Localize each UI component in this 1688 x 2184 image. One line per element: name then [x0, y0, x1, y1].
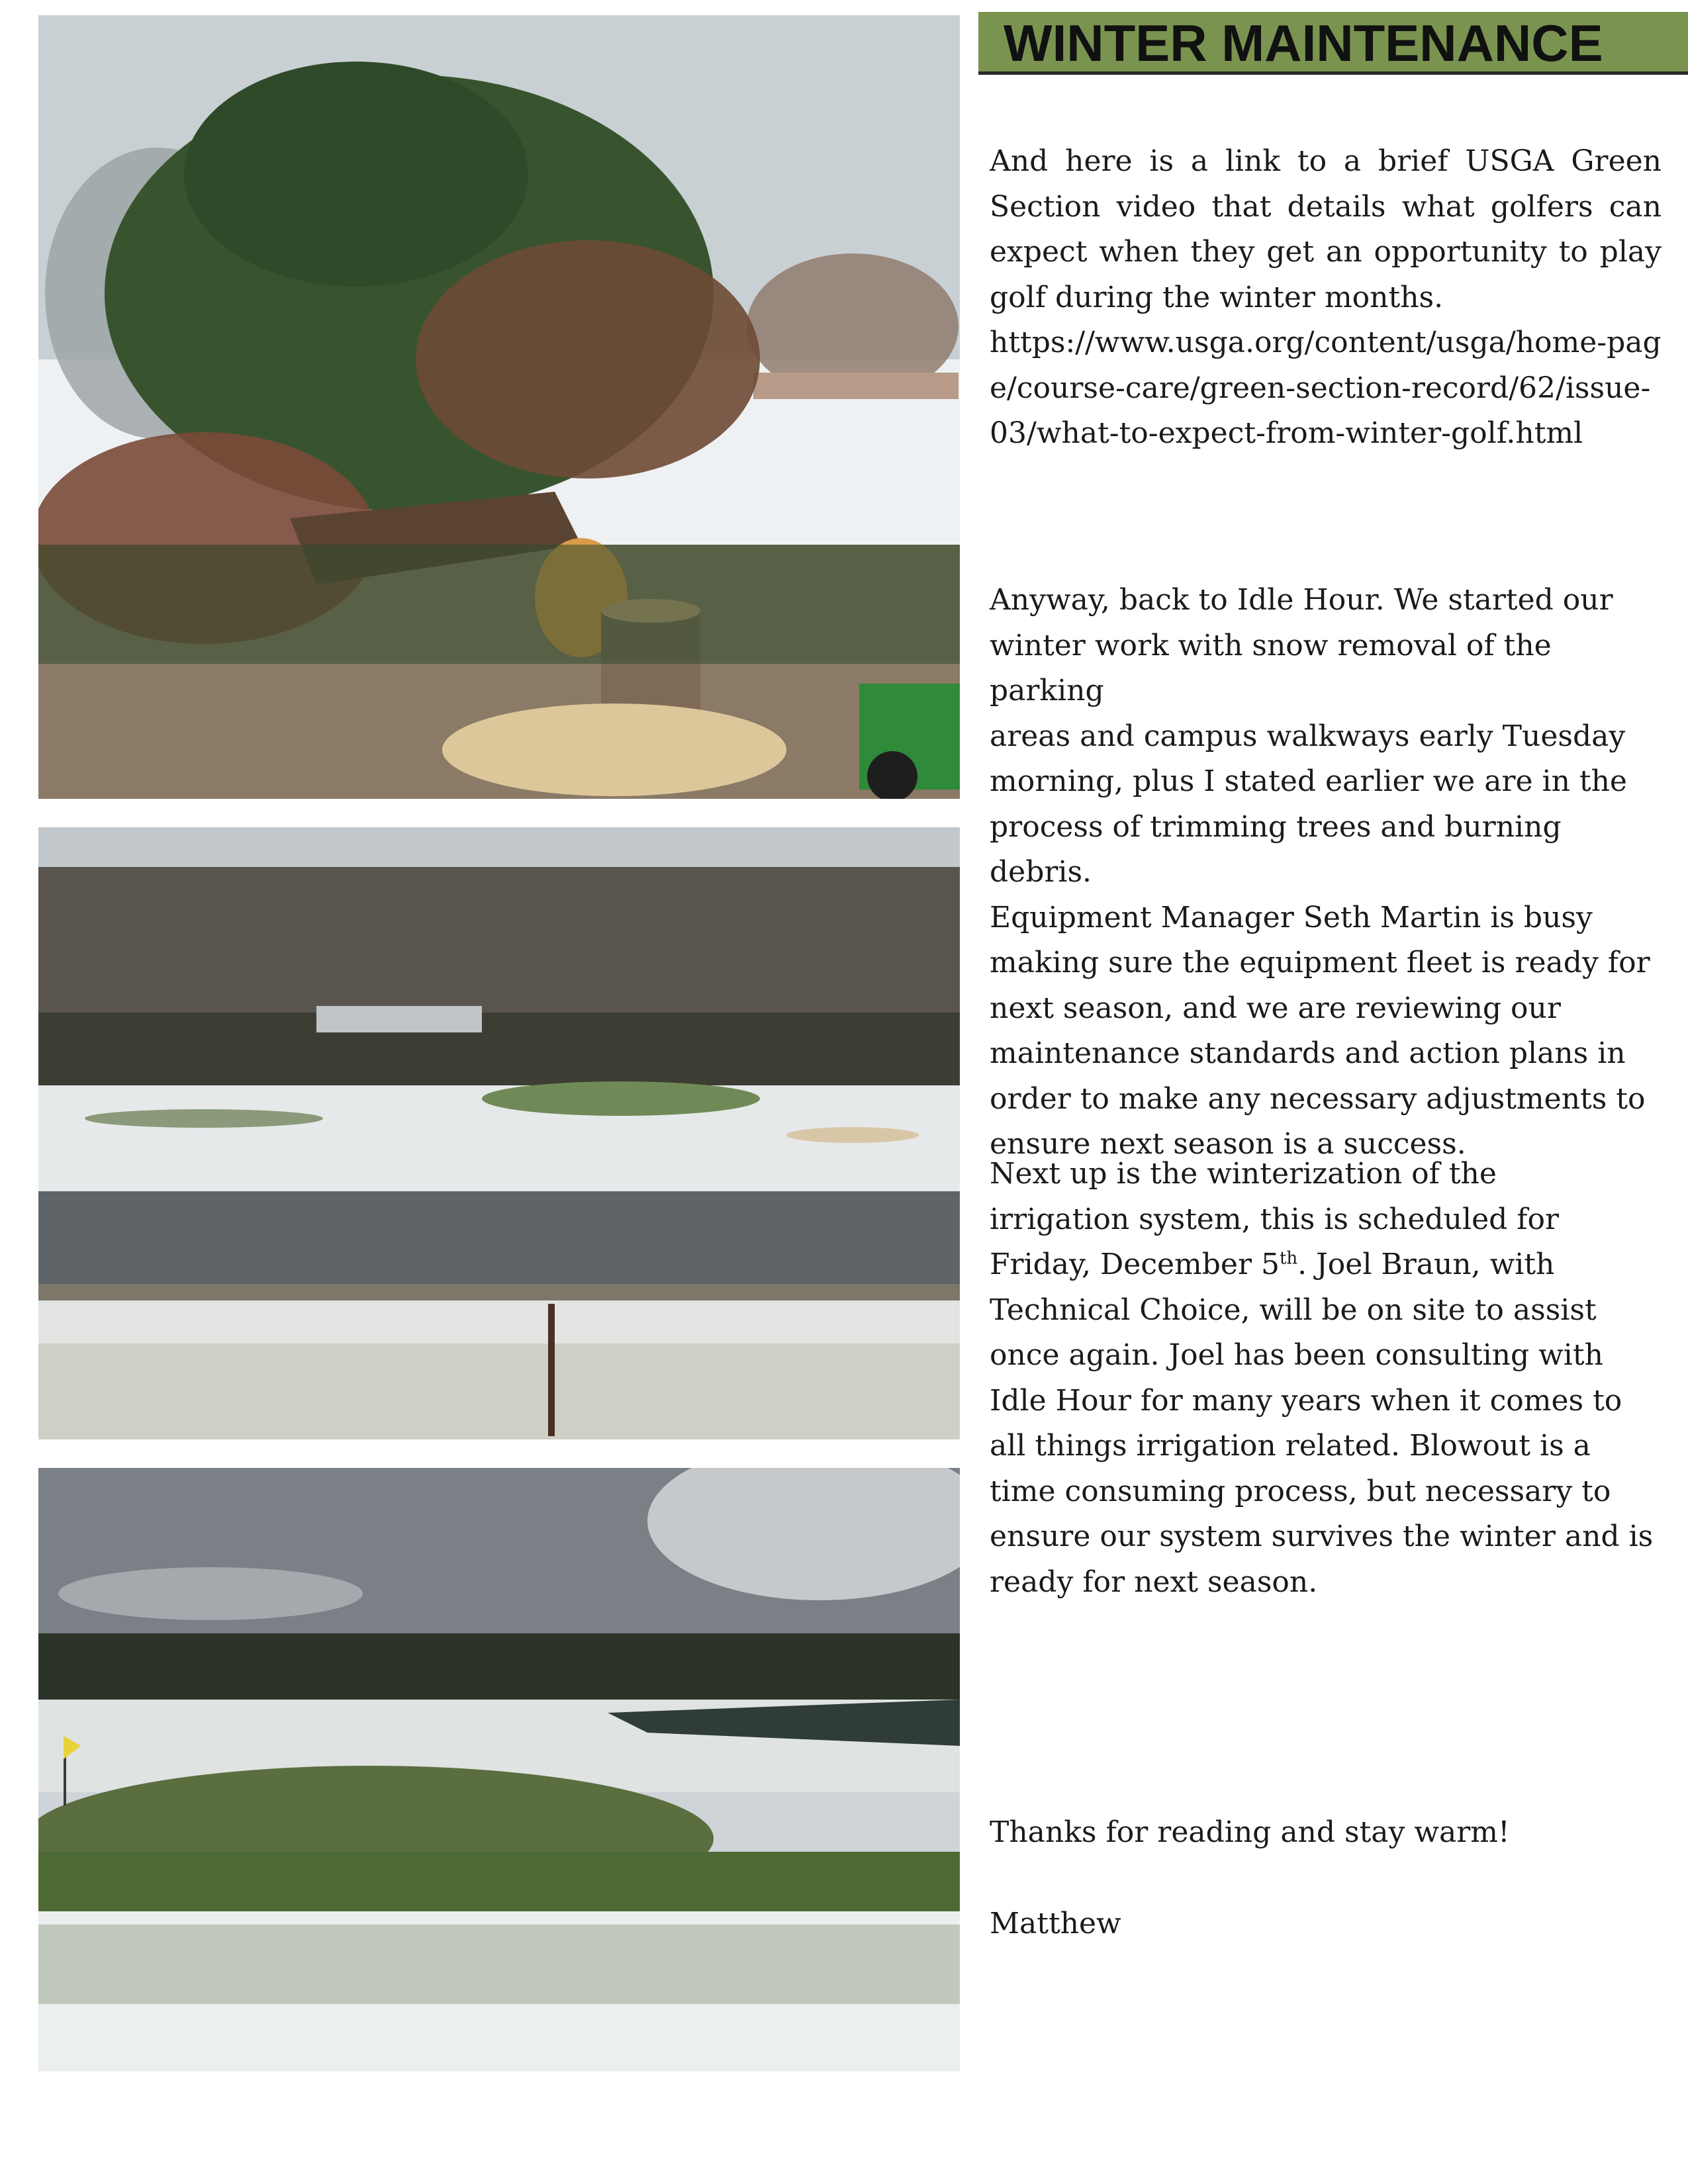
winter-work-paragraph [990, 578, 1662, 1167]
fallen-pine-tree-photo [38, 15, 960, 799]
paragraph-line: Friday, December 5 [990, 1248, 1280, 1281]
fallen-pine-tree-illustration [38, 15, 960, 799]
irrigation-paragraph [990, 1152, 1662, 1605]
snowy-green-overcast-photo [38, 1468, 960, 2071]
paragraph-line: Equipment Manager Seth Martin is busy [990, 900, 1593, 934]
snowy-pond-course-photo [38, 827, 960, 1439]
paragraph-line: areas and campus walkways early Tuesday [990, 719, 1626, 753]
closing-line [990, 1810, 1662, 1856]
paragraph-line: ensure next season is a success. [990, 1127, 1466, 1161]
usga-intro-text: And here is a link to a brief USGA Green Section video that details what golfers can expect when they get an opportunity to play golf during the winter months. [990, 144, 1662, 314]
snowy-green-overcast-illustration [38, 1468, 960, 2071]
paragraph-line: morning, plus I stated earlier we are in the [990, 764, 1627, 798]
paragraph-line: order to make any necessary adjustments to [990, 1081, 1646, 1116]
usga-video-link[interactable]: https://www.usga.org/content/usga/home-page/course-care/green-section-record/62/issue-03/what-to-expect-from-winter-golf.html [990, 326, 1662, 450]
snowy-pond-course-illustration [38, 827, 960, 1439]
paragraph-line: next season, and we are reviewing our [990, 991, 1561, 1025]
paragraph-line: process of trimming trees and burning debris. [990, 809, 1562, 889]
closing-text: Thanks for reading and stay warm! [990, 1815, 1510, 1849]
paragraph-line: Technical Choice, will be on site to assist [990, 1293, 1597, 1327]
paragraph-line: ready for next season. [990, 1565, 1318, 1599]
paragraph-line: Idle Hour for many years when it comes to [990, 1383, 1622, 1418]
paragraph-line: winter work with snow removal of the parking [990, 628, 1552, 707]
signature-name: Matthew [990, 1907, 1121, 1940]
paragraph-line: time consuming process, but necessary to [990, 1474, 1611, 1508]
paragraph-line: . Joel Braun, with [1297, 1248, 1555, 1281]
section-title-bar [978, 12, 1688, 75]
paragraph-line: all things irrigation related. Blowout is a [990, 1429, 1591, 1463]
usga-link-paragraph [990, 139, 1662, 457]
paragraph-line: irrigation system, this is scheduled for [990, 1202, 1560, 1236]
paragraph-line: ensure our system survives the winter and is [990, 1520, 1654, 1553]
paragraph-line: Anyway, back to Idle Hour. We started our [990, 583, 1613, 617]
paragraph-line: making sure the equipment fleet is ready for [990, 946, 1650, 979]
paragraph-line: maintenance standards and action plans in [990, 1036, 1626, 1070]
section-title: WINTER MAINTENANCE [1004, 14, 1603, 72]
paragraph-line: once again. Joel has been consulting with [990, 1338, 1603, 1372]
signature-block [990, 1901, 1662, 1947]
paragraph-line: Next up is the winterization of the [990, 1157, 1497, 1191]
date-ordinal-suffix: th [1279, 1248, 1298, 1269]
